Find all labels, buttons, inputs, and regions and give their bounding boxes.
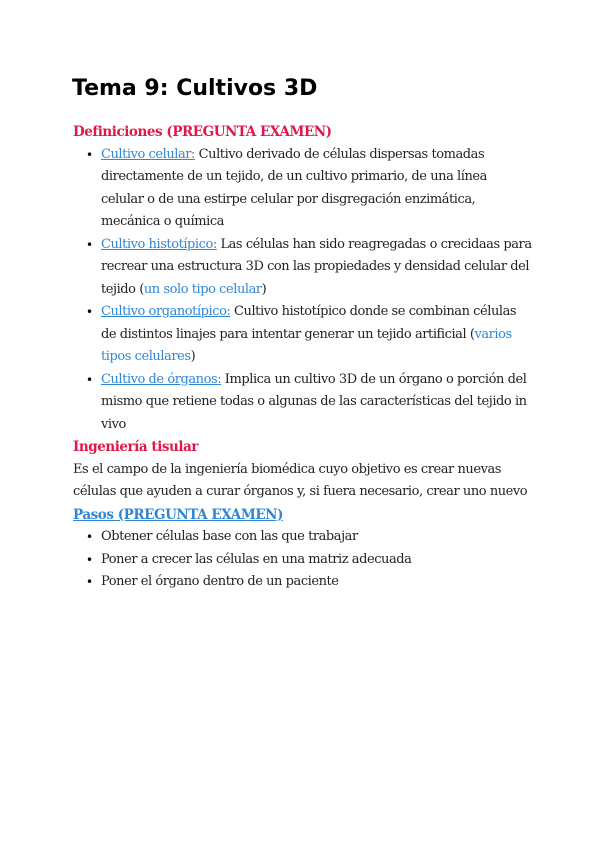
highlight-text: un solo tipo celular <box>143 281 262 297</box>
definition-tail: ) <box>261 281 267 297</box>
pasos-list <box>73 526 533 594</box>
bullet-icon: • <box>86 147 93 162</box>
bullet-icon: • <box>86 372 93 387</box>
definition-text: Cultivo histotípico donde se combinan células de distintos linajes para intentar generar un tejido artificial ( <box>101 304 517 342</box>
list-item <box>86 571 533 594</box>
list-item <box>86 234 533 302</box>
definiciones-heading: Definiciones (PREGUNTA EXAMEN) <box>73 124 332 140</box>
ingenieria-paragraph: Es el campo de la ingeniería biomédica cuyo objetivo es crear nuevas células que ayuden a curar órganos y, si fuera necesario, crear uno nuevo <box>73 461 528 499</box>
step-text: Poner el órgano dentro de un paciente <box>101 574 339 589</box>
pasos-heading[interactable]: Pasos (PREGUNTA EXAMEN) <box>73 506 283 523</box>
document-body <box>73 121 533 594</box>
term-link[interactable]: Cultivo histotípico: <box>101 236 217 252</box>
bullet-icon: • <box>86 305 93 319</box>
page-title: Tema 9: Cultivos 3D <box>72 76 318 101</box>
step-text: Poner a crecer las células en una matriz adecuada <box>101 551 412 567</box>
bullet-icon: • <box>86 237 93 252</box>
ingenieria-heading: Ingeniería tisular <box>73 439 199 455</box>
definiciones-list <box>73 144 533 437</box>
list-item <box>86 526 533 549</box>
bullet-icon: • <box>86 575 93 589</box>
term-link[interactable]: Cultivo organotípico: <box>101 304 231 319</box>
list-item <box>86 301 533 369</box>
list-item <box>86 144 533 234</box>
list-item <box>86 369 533 437</box>
definition-text: Las células han sido reagregadas o crecidaas para recrear una estructura 3D con las propiedades y densidad celular del tejido ( <box>101 236 532 297</box>
term-link[interactable]: Cultivo de órganos: <box>101 371 222 387</box>
definition-text: Cultivo derivado de células dispersas tomadas directamente de un tejido, de un cultivo primario, de una línea celular o de una estirpe celular por disgregación enzimática, mecánica o química <box>101 146 487 229</box>
bullet-icon: • <box>86 530 93 544</box>
highlight-text: varios tipos celulares <box>101 326 512 364</box>
list-item <box>86 549 533 572</box>
definition-tail: ) <box>190 349 196 364</box>
definition-text: Implica un cultivo 3D de un órgano o porción del mismo que retiene todas o algunas de las características del tejido in vivo <box>101 371 527 432</box>
bullet-icon: • <box>86 552 93 567</box>
term-link[interactable]: Cultivo celular: <box>101 146 195 162</box>
step-text: Obtener células base con las que trabajar <box>101 529 358 544</box>
